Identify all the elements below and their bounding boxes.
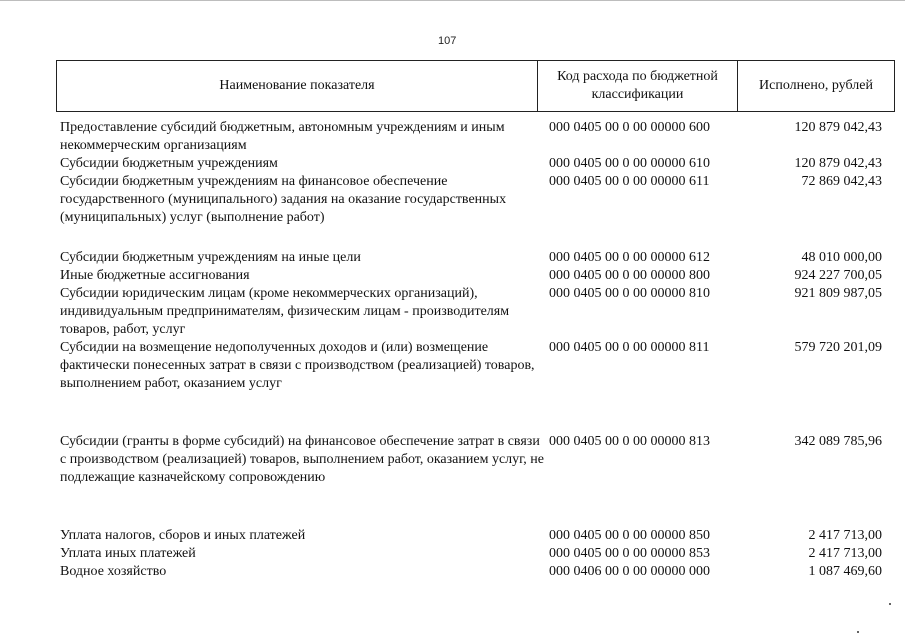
- row-amount: 72 869 042,43: [801, 174, 882, 189]
- scan-speck: [889, 603, 891, 605]
- table-row: [60, 267, 882, 285]
- row-code: 000 0406 00 0 00 00000 000: [549, 564, 710, 579]
- row-code: 000 0405 00 0 00 00000 800: [549, 268, 710, 283]
- row-name: Субсидии на возмещение недополученных доходов и (или) возмещение фактически понесенных затрат в связи с производством (реализацией) товаров, выполнением работ, оказанием услуг: [60, 340, 535, 391]
- header-code: Код расхода по бюджетной классификации: [538, 61, 738, 112]
- page-number: 107: [438, 35, 457, 47]
- row-amount: 921 809 987,05: [794, 286, 882, 301]
- table-row: [60, 563, 882, 581]
- table-header: [56, 60, 895, 112]
- table-row: [60, 339, 882, 393]
- row-name: Уплата иных платежей: [60, 546, 196, 561]
- row-code: 000 0405 00 0 00 00000 850: [549, 528, 710, 543]
- row-name: Водное хозяйство: [60, 564, 167, 579]
- row-amount: 924 227 700,05: [794, 268, 882, 283]
- table-row: [60, 433, 882, 487]
- row-name: Субсидии бюджетным учреждениям на иные цели: [60, 250, 361, 265]
- row-code: 000 0405 00 0 00 00000 612: [549, 250, 710, 265]
- row-name: Уплата налогов, сборов и иных платежей: [60, 528, 306, 543]
- row-code: 000 0405 00 0 00 00000 811: [549, 340, 710, 355]
- row-name: Субсидии бюджетным учреждениям на финансовое обеспечение государственного (муниципального) задания на оказание государственных (муниципальных) услуг (выполнение работ): [60, 174, 507, 225]
- row-code: 000 0405 00 0 00 00000 853: [549, 546, 710, 561]
- row-name: Иные бюджетные ассигнования: [60, 268, 250, 283]
- row-name: Субсидии бюджетным учреждениям: [60, 156, 278, 171]
- row-code: 000 0405 00 0 00 00000 810: [549, 286, 710, 301]
- table-row: [60, 285, 882, 339]
- row-code: 000 0405 00 0 00 00000 600: [549, 120, 710, 135]
- row-amount: 579 720 201,09: [794, 340, 882, 355]
- scan-top-edge: [0, 0, 905, 1]
- table-row: [60, 155, 882, 173]
- table-row: [60, 173, 882, 227]
- scan-speck: [857, 631, 859, 633]
- row-code: 000 0405 00 0 00 00000 813: [549, 434, 710, 449]
- row-amount: 120 879 042,43: [794, 120, 882, 135]
- row-name: Предоставление субсидий бюджетным, автономным учреждениям и иным некоммерческим организациям: [60, 120, 505, 153]
- header-name: Наименование показателя: [57, 61, 538, 112]
- table-row: [60, 249, 882, 267]
- row-amount: 1 087 469,60: [808, 564, 882, 579]
- header-amount: Исполнено, рублей: [738, 61, 895, 112]
- row-name: Субсидии (гранты в форме субсидий) на финансовое обеспечение затрат в связи с производством (реализацией) товаров, выполнением работ, оказанием услуг, не подлежащие казначейскому сопровождению: [60, 434, 545, 485]
- table-row: [60, 119, 882, 155]
- row-amount: 2 417 713,00: [808, 546, 882, 561]
- budget-table-body: [60, 119, 882, 581]
- row-amount: 342 089 785,96: [794, 434, 882, 449]
- table-row: [60, 545, 882, 563]
- row-amount: 120 879 042,43: [794, 156, 882, 171]
- row-name: Субсидии юридическим лицам (кроме некоммерческих организаций), индивидуальным предпринимателям, физическим лицам - производителям товаров, работ, услуг: [60, 286, 510, 337]
- row-code: 000 0405 00 0 00 00000 610: [549, 156, 710, 171]
- row-amount: 2 417 713,00: [808, 528, 882, 543]
- row-amount: 48 010 000,00: [801, 250, 882, 265]
- row-code: 000 0405 00 0 00 00000 611: [549, 174, 710, 189]
- table-row: [60, 527, 882, 545]
